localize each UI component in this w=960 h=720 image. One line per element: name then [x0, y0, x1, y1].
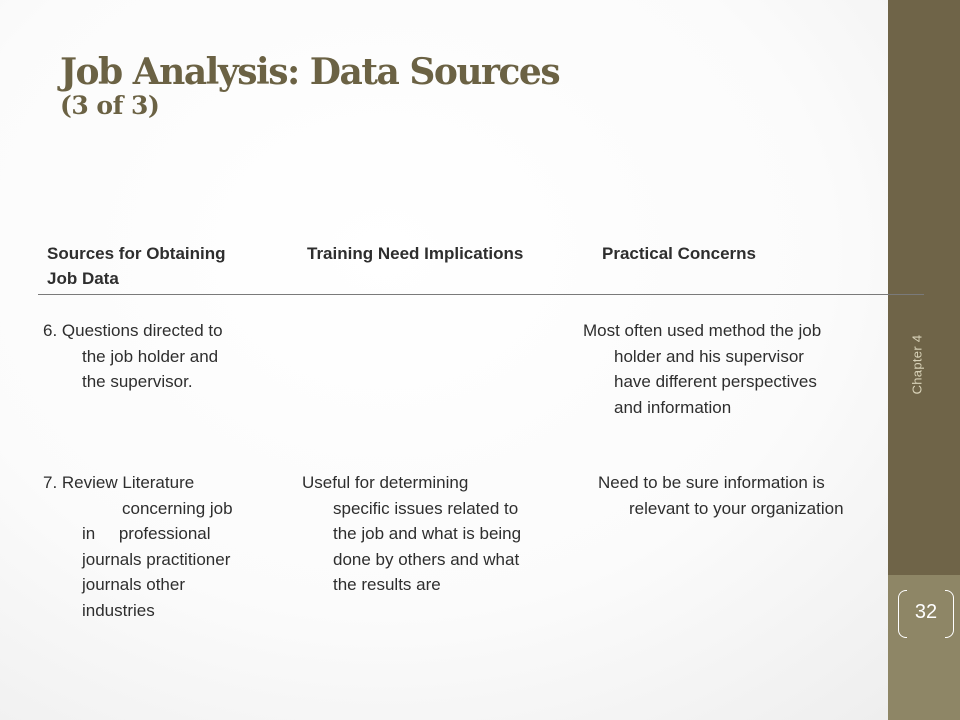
row-7-implications-line: done by others and what — [333, 549, 520, 569]
row-7-implications-line: specific issues related to — [333, 498, 519, 518]
row-7-source-line: journals other — [82, 575, 186, 594]
row-7-source-line: in professional — [82, 524, 211, 543]
row-7-concerns — [598, 470, 844, 521]
row-6-source-line: the supervisor. — [82, 372, 193, 391]
row-7-implications-line: the job and what is being — [333, 524, 522, 543]
row-7-concerns-line: relevant to your organization — [629, 498, 844, 518]
row-7-source — [43, 470, 233, 623]
row-6-concerns — [583, 318, 821, 420]
row-6-source — [43, 318, 223, 395]
row-6-concerns-line: and information — [614, 397, 732, 417]
chapter-label: Chapter 4 — [909, 334, 925, 395]
row-6-concerns-line: have different perspectives — [614, 372, 817, 391]
row-6-concerns-line: holder and his supervisor — [614, 346, 804, 366]
header-sources-line1: Sources for Obtaining — [47, 244, 226, 263]
title-line-1: Job Analysis: Data Sources — [60, 51, 560, 93]
row-7-source-line: 7. Review Literature — [43, 473, 195, 492]
header-practical-concerns: Practical Concerns — [602, 244, 757, 263]
page-number: 32 — [914, 601, 938, 623]
header-training-implications: Training Need Implications — [307, 244, 524, 263]
header-sources — [47, 241, 226, 291]
header-divider — [38, 294, 924, 295]
row-7-implications-line: the results are — [333, 575, 441, 594]
row-6-concerns-line: Most often used method the job — [583, 321, 822, 340]
row-7-source-line: industries — [82, 600, 155, 620]
header-sources-line2: Job Data — [47, 269, 119, 288]
row-7-implications — [302, 470, 521, 598]
row-7-implications-line: Useful for determining — [302, 473, 469, 492]
title-line-2: (3 of 3) — [60, 91, 160, 121]
row-7-concerns-line: Need to be sure information is — [598, 473, 825, 492]
slide-title — [60, 52, 559, 120]
row-6-source-line: 6. Questions directed to — [43, 321, 223, 340]
row-7-source-line: concerning job — [122, 498, 233, 518]
row-7-source-line: journals practitioner — [82, 549, 231, 569]
row-6-source-line: the job holder and — [82, 346, 219, 366]
page-number-box — [898, 590, 954, 636]
